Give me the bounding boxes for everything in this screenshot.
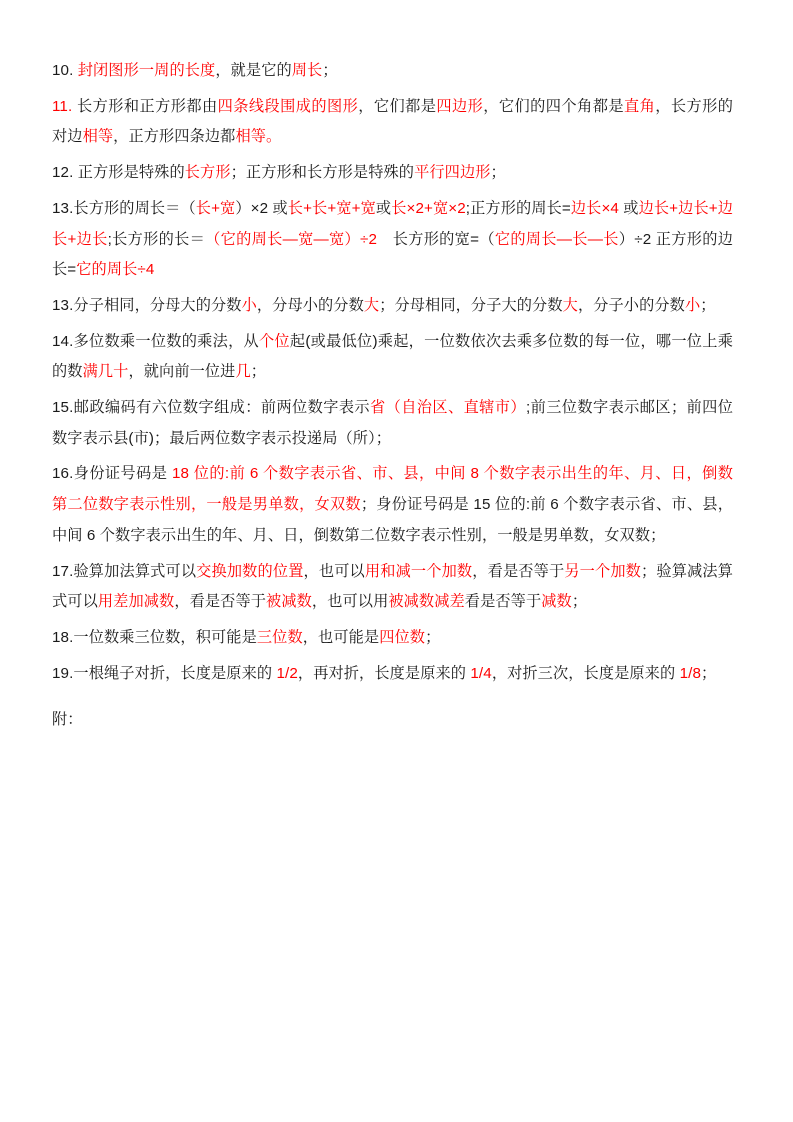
body-text: ，它们都是 [358,97,437,115]
highlight-text: 直角 [623,97,656,115]
body-text: 13.分子相同，分母大的分数 [52,296,242,314]
body-text: ，再对折，长度是原来的 [297,664,471,682]
body-text: ）×2 或 [235,199,288,217]
body-text: 或 [618,199,639,217]
highlight-text: 前 6 个数字表示省、市、县，中间 8 个数字表示出生的年、月、日，倒数第二位数字表示性别，一般是男单数，女双数 [52,465,734,514]
highlight-text: 四位数 [379,628,426,646]
highlight-text: 满几十 [82,363,129,381]
highlight-text: 大 [363,296,380,314]
highlight-text: 用差加减数 [97,593,175,611]
highlight-text: 几 [235,363,251,381]
highlight-text: 边长×4 [570,199,619,217]
body-text: ，分母小的分数 [256,296,364,314]
paragraph-item-13b [52,291,733,322]
highlight-text: 封闭图形一周的长度 [77,62,216,79]
paragraph-item-19 [52,659,733,690]
highlight-text: 小 [684,296,701,314]
body-text: 15.邮政编码有六位数字组成：前两位数字表示 [52,399,371,417]
body-text: ;长方形的长＝ [107,230,206,248]
body-text: ，正方形四条边都 [113,128,236,146]
body-text: 18.一位数乘三位数，积可能是 [52,628,257,646]
highlight-text: 大 [562,296,578,314]
body-text: ，看是否等于 [472,562,565,580]
paragraph-item-14 [52,327,733,388]
body-text: 起(或最低位)乘起，一位数依次去乘多位数的每一位，哪一位上乘的数 [52,332,733,381]
highlight-text: 减数 [541,593,572,611]
body-text: ；验算减法算式可以 [52,562,733,611]
body-text: 10. [52,62,78,79]
body-text: ；正方形和长方形是特殊的 [230,164,415,182]
body-text: ； [700,296,716,314]
highlight-text: 相等 [82,128,114,146]
body-text: ;前三位数字表示邮区；前四位数字表示县(市)；最后两位数字表示投递局（所）； [52,399,734,447]
body-text: ，就是它的 [215,62,292,79]
paragraph-item-12 [52,158,733,189]
highlight-text: 用和减一个加数 [364,562,473,580]
highlight-text: 1/2 [276,664,298,682]
body-text: ，分子小的分数 [577,296,685,314]
paragraph-item-16 [52,459,733,551]
body-text: ； [322,62,338,79]
highlight-text: 11. [52,97,77,115]
body-text: ； [490,164,506,182]
paragraph-item-18 [52,623,733,654]
highlight-text: 1/8 [679,664,702,682]
paragraph-item-11 [52,92,733,153]
paragraph-item-17 [52,557,733,618]
body-text: ，也可能是 [302,628,380,646]
body-text: ； [571,593,588,611]
highlight-text: 交换加数的位置 [196,562,304,580]
highlight-text: （它的周长—宽—宽）÷2 [205,230,378,248]
highlight-text: 四条线段围成的图形 [217,97,359,115]
document-body [52,56,733,736]
highlight-text: 1/4 [470,664,492,682]
body-text: ； [425,628,441,646]
body-text: 16.身份证号码是 [52,465,172,483]
highlight-text: 被减数 [266,593,312,611]
body-text: ，看是否等于 [174,593,267,611]
body-text: 或 [375,199,392,217]
body-text: 17.验算加法算式可以 [52,562,197,580]
highlight-text: 它的周长—长—长 [494,230,619,248]
highlight-text: 三位数 [256,628,303,646]
highlight-text: 长+宽 [195,199,236,217]
body-text: 14.多位数乘一位数的乘法，从 [52,332,259,350]
body-text: ，它们的四个角都是 [483,97,624,115]
highlight-text: 相等。 [235,128,282,146]
body-text: 附： [52,711,83,729]
highlight-text: 省（自治区、直辖市） [370,399,526,417]
highlight-text: 被减数减差 [388,593,465,611]
highlight-text: 小 [241,296,257,314]
highlight-text: 四边形 [436,97,484,115]
highlight-text: 周长 [291,62,323,79]
body-text: ;正方形的周长= [465,199,571,217]
body-text: 19.一根绳子对折，长度是原来的 [52,664,277,682]
body-text: 长方形和正方形都由 [76,97,218,115]
highlight-text: 长方形 [184,164,231,182]
paragraph-item-13a [52,194,733,286]
body-text: ，就向前一位进 [128,363,236,381]
body-text: 看是否等于 [464,593,542,611]
body-text: ，也可以 [303,562,365,580]
body-text: ； [250,363,267,381]
body-text: ； [701,664,717,682]
body-text: 12. 正方形是特殊的 [52,164,185,182]
highlight-text: 个位 [258,332,290,350]
paragraph-appendix [52,705,733,736]
body-text: ；分母相同，分子大的分数 [379,296,563,314]
highlight-text: 边长+边长+边长+边长 [52,199,734,248]
body-text: ）÷2 正方形的边长= [52,230,734,279]
body-text: 长方形的宽=（ [377,230,495,248]
paragraph-item-15 [52,393,733,454]
body-text: ，长方形的对边 [52,97,734,146]
highlight-text: 它的周长÷4 [76,261,155,279]
body-text: ；身份证号码是 15 位的:前 6 个数字表示省、市、县，中间 6 个数字表示出生的年、月、日，倒数第二位数字表示性别，一般是男单数，女双数； [52,496,734,544]
body-text: 13.长方形的周长＝（ [52,199,196,217]
highlight-text: 另一个加数 [564,562,642,580]
highlight-text: 平行四边形 [414,164,491,182]
body-text: ，也可以用 [311,593,389,611]
highlight-text: 长+长+宽+宽 [287,199,376,217]
highlight-text: 18 位的: [172,465,230,483]
highlight-text: 长×2+宽×2 [391,199,466,217]
body-text: ，对折三次，长度是原来的 [491,664,680,682]
paragraph-item-10 [52,56,733,87]
